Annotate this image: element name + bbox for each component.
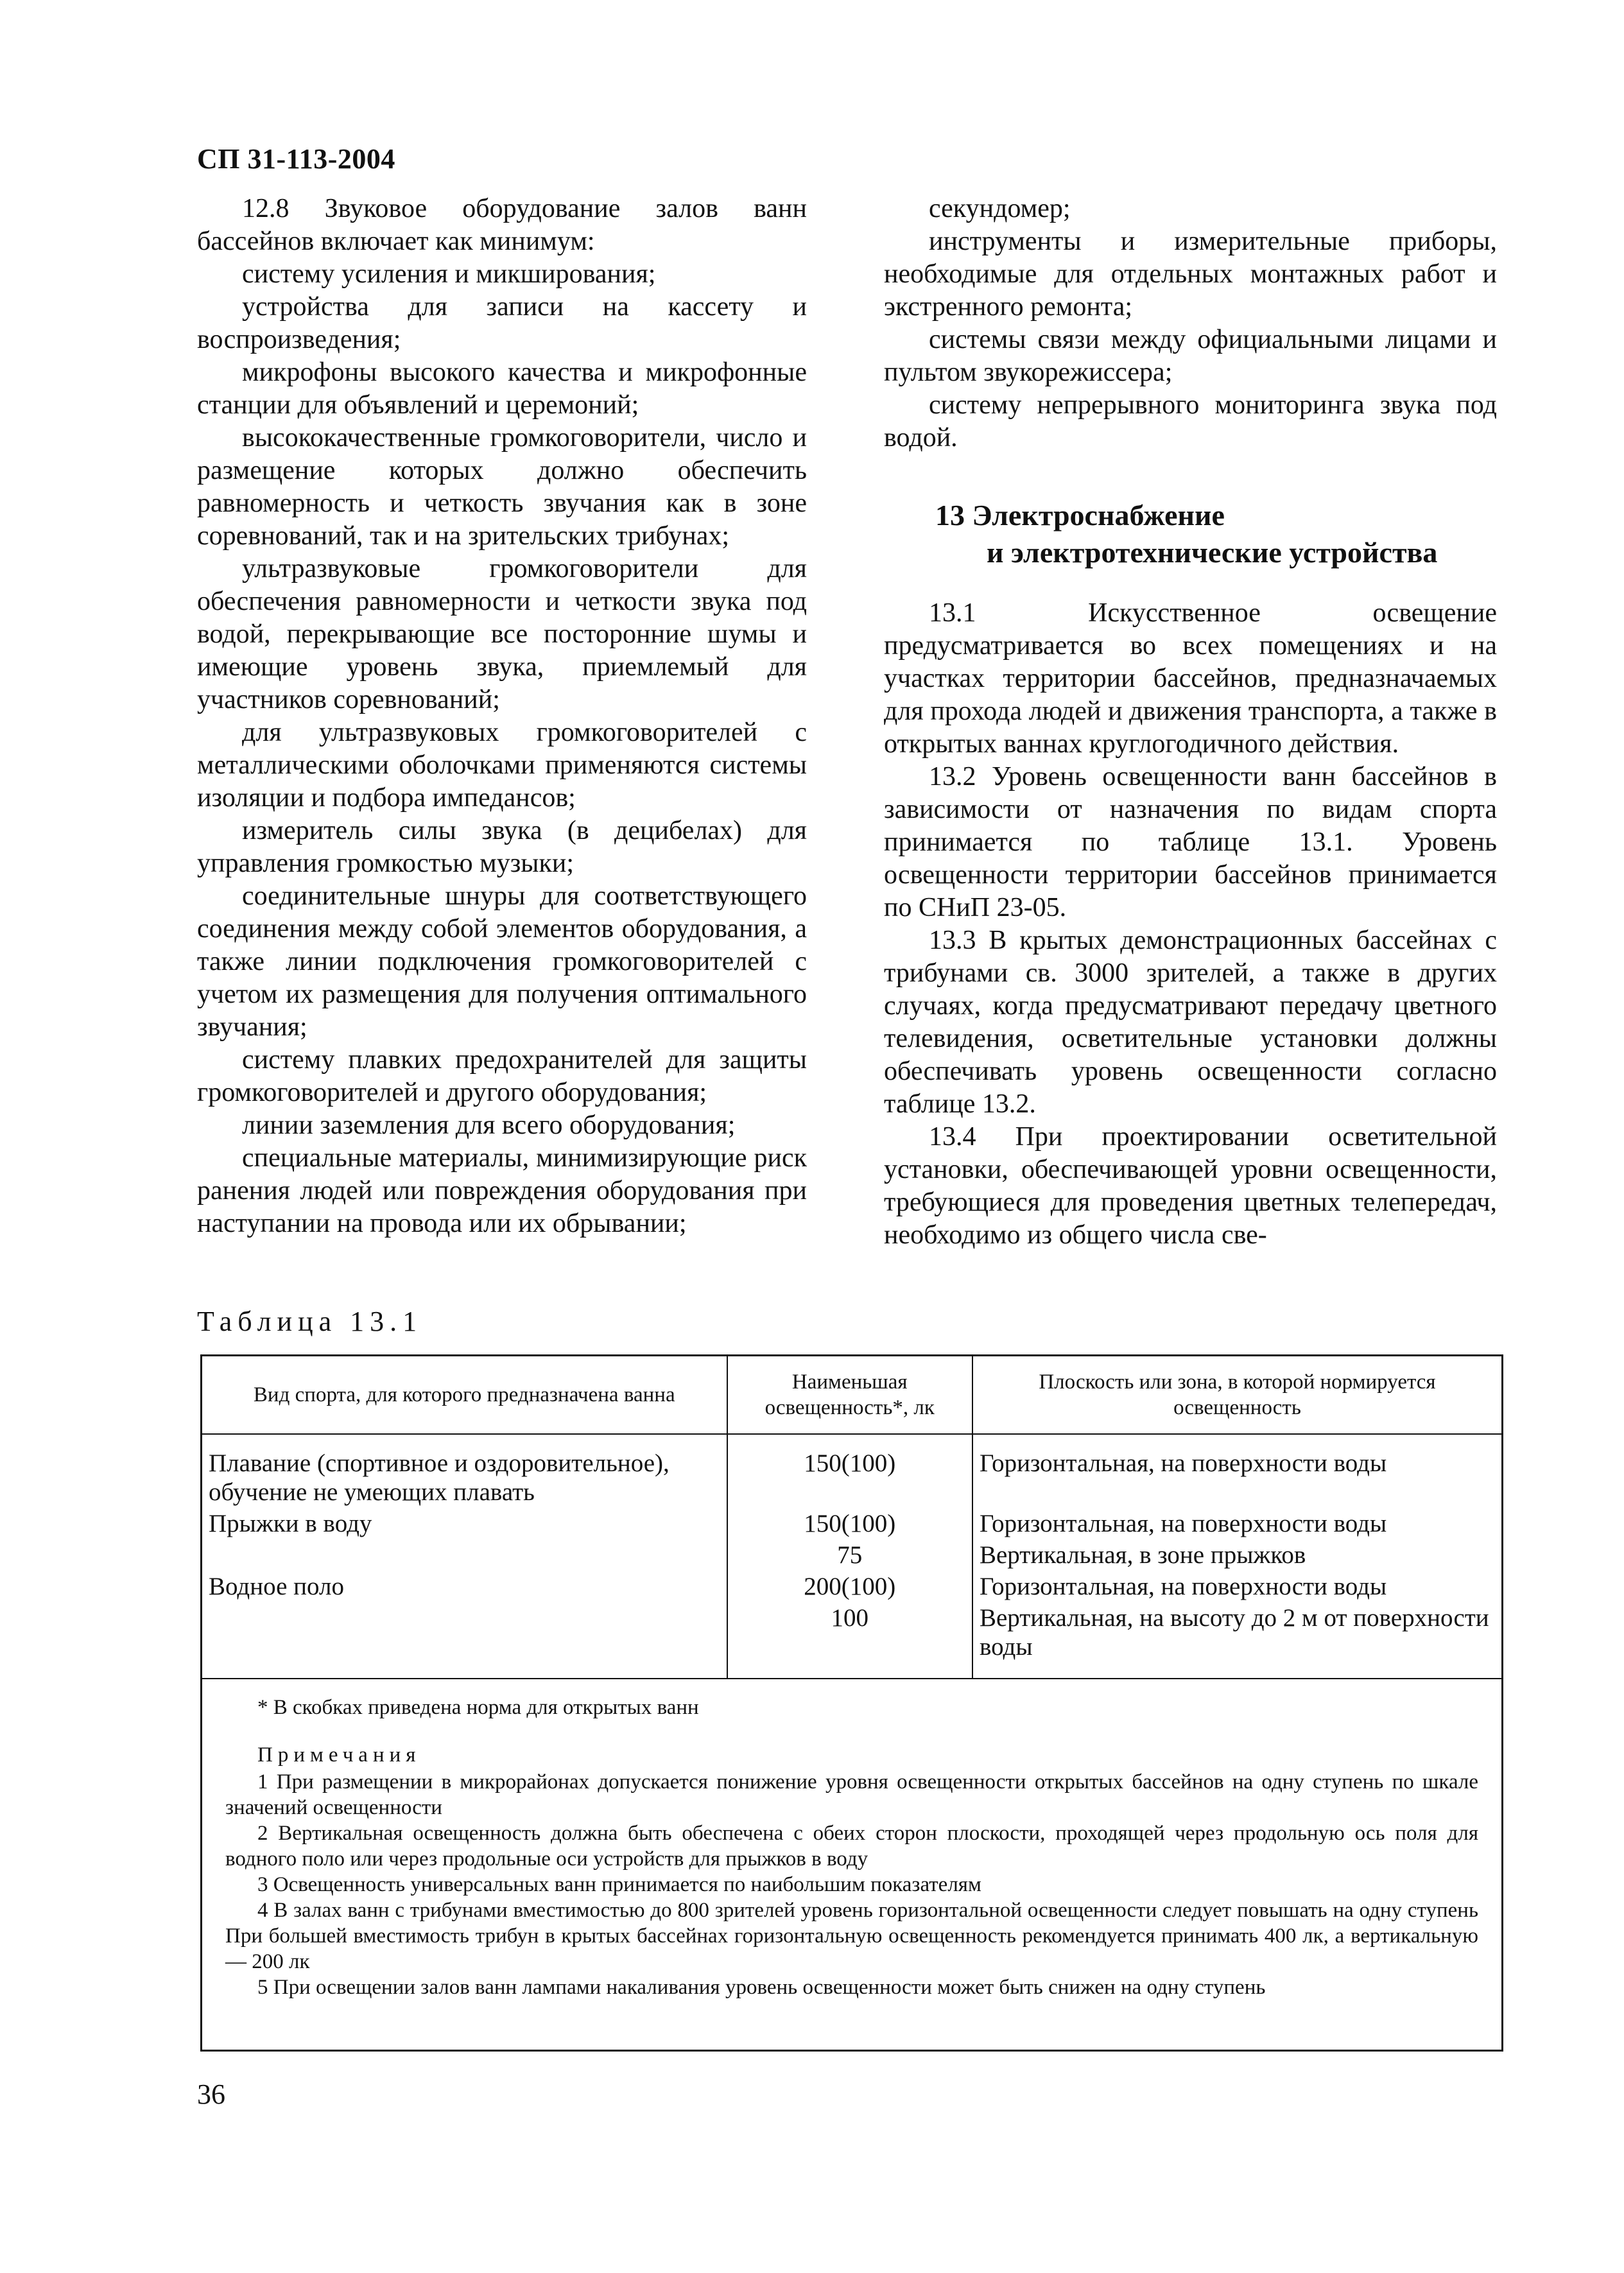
table-notes (202, 1679, 1501, 2000)
list-item: инструменты и измерительные приборы, необходимые для отдельных монтажных работ и экстренного ремонта; (884, 227, 1497, 322)
table-cell: 200(100) (727, 1571, 972, 1602)
left-column (197, 193, 807, 1240)
list-item: устройства для записи на кассету и воспроизведения; (197, 292, 807, 354)
list-item: специальные материалы, минимизирующие риск ранения людей или повреждения оборудования при наступании на провода или их обрывании; (197, 1143, 807, 1238)
note-item: 2 Вертикальная освещенность должна быть обеспечена с обеих сторон плоскости, проходящей через продольную ось поля для водного поло или через продольные оси устройств для прыжков в воду (225, 1822, 1478, 1871)
table-row (202, 1571, 1501, 1602)
section-title-line-2: и электротехнические устройства (987, 536, 1438, 569)
list-item: систему усиления и микширования; (242, 259, 656, 289)
table-cell (202, 1539, 727, 1571)
list-item: системы связи между официальными лицами и пультом звукорежиссера; (884, 325, 1497, 387)
table-row (202, 1434, 1501, 1508)
note-item: 3 Освещенность универсальных ванн принимается по наибольшим показателям (257, 1873, 981, 1896)
table-cell: 150(100) (727, 1508, 972, 1539)
column-header-plane: Плоскость или зона, в которой нормируется освещенность (972, 1356, 1501, 1434)
paragraph: 13.4 При проектировании осветительной установки, обеспечивающей уровни освещенности, требующиеся для проведения цветных телепередач, необходимо из общего числа све- (884, 1122, 1497, 1250)
illumination-table (202, 1356, 1501, 1679)
right-column (884, 193, 1497, 1252)
list-item: измеритель силы звука (в децибелах) для управления громкостью музыки; (197, 816, 807, 878)
table-cell: Прыжки в воду (209, 1510, 372, 1537)
table-cell: Вертикальная, в зоне прыжков (972, 1539, 1501, 1571)
section-title-line-1: 13 Электроснабжение (935, 499, 1225, 532)
notes-heading: Примечания (257, 1743, 421, 1767)
table-cell: Горизонтальная, на поверхности воды (972, 1434, 1501, 1508)
table-cell: 75 (727, 1539, 972, 1571)
list-item: систему непрерывного мониторинга звука под водой. (884, 390, 1497, 453)
note-item: 4 В залах ванн с трибунами вместимостью до 800 зрителей уровень горизонтальной освещенности следует повышать на одну ступень При большей вместимость трибун в крытых бассейнах горизонтальную освещенность рекомендуется принимать 400 лк, а вертикальную — 200 лк (225, 1899, 1478, 1973)
column-header-illuminance: Наименьшая освещенность*, лк (727, 1356, 972, 1434)
column-header-sport: Вид спорта, для которого предназначена ванна (202, 1356, 727, 1434)
paragraph: 13.2 Уровень освещенности ванн бассейнов в зависимости от назначения по видам спорта принимается по таблице 13.1. Уровень освещенности территории бассейнов принимается по СНиП 23-05. (884, 762, 1497, 922)
paragraph: 12.8 Звуковое оборудование залов ванн бассейнов включает как минимум: (197, 194, 807, 256)
section-title (884, 497, 1497, 571)
page-number: 36 (197, 2079, 225, 2110)
list-item: систему плавких предохранителей для защиты громкоговорителей и другого оборудования; (197, 1045, 807, 1107)
list-item: микрофоны высокого качества и микрофонные станции для объявлений и церемоний; (197, 358, 807, 420)
norms-table-frame (200, 1354, 1503, 2052)
table-row (202, 1602, 1501, 1679)
table-cell: 150(100) (727, 1434, 972, 1508)
table-cell: 100 (727, 1602, 972, 1679)
list-item: соединительные шнуры для соответствующего соединения между собой элементов оборудования, а также линии подключения громкоговорителей с учетом их размещения для получения оптимального звучания; (197, 881, 807, 1042)
table-cell: Вертикальная, на высоту до 2 м от поверхности воды (972, 1602, 1501, 1679)
list-item: высококачественные громкоговорители, число и размещение которых должно обеспечить равномерность и четкость звучания как в зоне соревнований, так и на зрительских трибунах; (197, 423, 807, 551)
table-cell: Горизонтальная, на поверхности воды (972, 1508, 1501, 1539)
table-footnote: * В скобках приведена норма для открытых ванн (257, 1696, 699, 1719)
table-caption: Таблица 13.1 (197, 1306, 423, 1337)
table-cell: Плавание (спортивное и оздоровительное), обучение не умеющих плавать (209, 1449, 669, 1506)
table-header-row (202, 1356, 1501, 1434)
table-row (202, 1508, 1501, 1539)
note-item: 1 При размещении в микрорайонах допускается понижение уровня освещенности открытых бассейнов на одну ступень по шкале значений освещенности (225, 1770, 1478, 1819)
list-item: ультразвуковые громкоговорители для обеспечения равномерности и четкости звука под водой, перекрывающие все посторонние шумы и имеющие уровень звука, приемлемый для участников соревнований; (197, 554, 807, 714)
list-item: для ультразвуковых громкоговорителей с металлическими оболочками применяются системы изоляции и подбора импедансов; (197, 718, 807, 813)
list-item: секундомер; (929, 194, 1071, 223)
table-cell: Горизонтальная, на поверхности воды (972, 1571, 1501, 1602)
paragraph: 13.3 В крытых демонстрационных бассейнах с трибунами св. 3000 зрителей, а также в других случаях, когда предусматривают передачу цветного телевидения, осветительные установки должны обеспечивать уровень освещенности согласно таблице 13.2. (884, 926, 1497, 1119)
list-item: линии заземления для всего оборудования; (242, 1111, 736, 1140)
table-row (202, 1539, 1501, 1571)
note-item: 5 При освещении залов ванн лампами накаливания уровень освещенности может быть снижен на одну ступень (257, 1976, 1266, 1999)
document-code: СП 31-113-2004 (197, 143, 395, 175)
paragraph: 13.1 Искусственное освещение предусматривается во всех помещениях и на участках территории бассейнов, предназначаемых для прохода людей и движения транспорта, а также в открытых ваннах круглогодичного действия. (884, 598, 1497, 759)
table-cell: Водное поло (209, 1573, 344, 1600)
table-cell (202, 1602, 727, 1679)
